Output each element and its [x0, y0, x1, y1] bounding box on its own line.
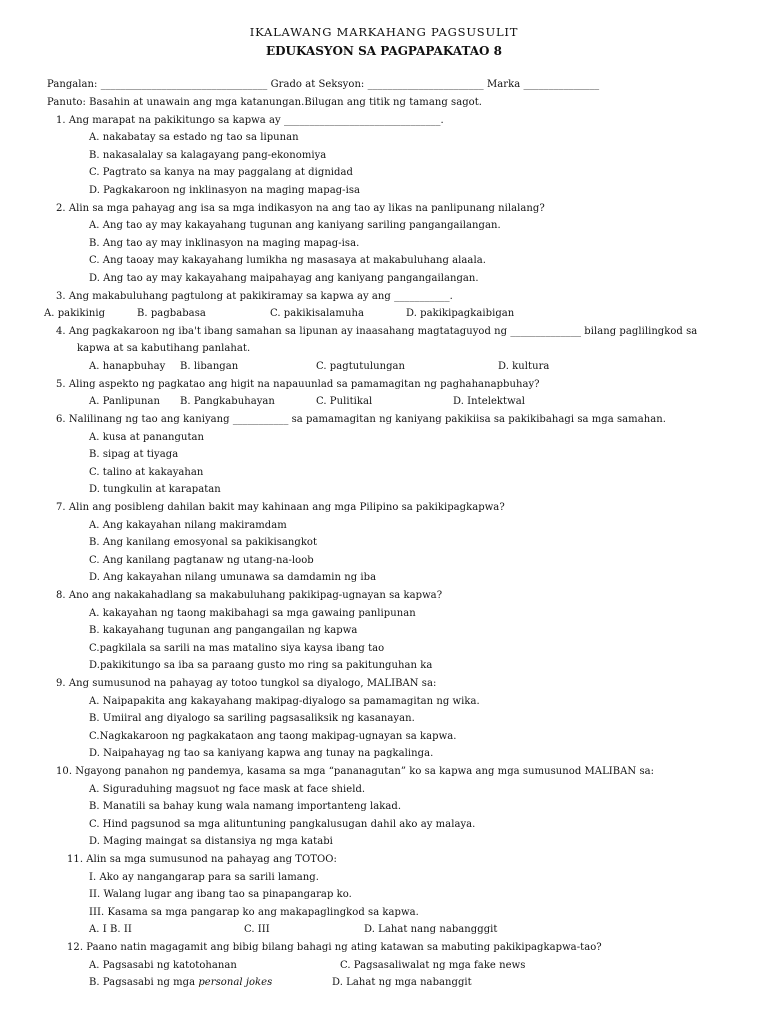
q2-option-b[interactable]: B. Ang tao ay may inklinasyon na maging mapag-isa.: [89, 238, 360, 249]
question-11: 11. Alin sa mga sumusunod na pahayag ang TOTOO:: [67, 854, 337, 865]
q7-option-c[interactable]: C. Ang kanilang pagtanaw ng utang-na-loob: [89, 555, 314, 566]
q12-option-b[interactable]: [89, 976, 272, 989]
q3-option-c[interactable]: C. pakikisalamuha: [270, 308, 364, 319]
question-2: 2. Alin sa mga pahayag ang isa sa mga indikasyon na ang tao ay likas na panlipunang nilalang?: [56, 203, 545, 214]
q1-option-d[interactable]: D. Pagkakaroon ng inklinasyon na maging mapag-isa: [89, 185, 361, 196]
q4-option-a[interactable]: A. hanapbuhay: [89, 361, 166, 372]
q8-option-a[interactable]: A. kakayahan ng taong makibahagi sa mga gawaing panlipunan: [89, 608, 416, 619]
q1-option-a[interactable]: A. nakabatay sa estado ng tao sa lipunan: [89, 132, 299, 143]
q1-option-c[interactable]: C. Pagtrato sa kanya na may paggalang at dignidad: [89, 167, 353, 178]
q10-option-a[interactable]: A. Siguraduhing magsuot ng face mask at face shield.: [89, 784, 366, 795]
q6-option-c[interactable]: C. talino at kakayahan: [89, 467, 204, 478]
q5-option-b[interactable]: B. Pangkabuhayan: [180, 396, 275, 407]
q9-option-a[interactable]: A. Naipapakita ang kakayahang makipag-diyalogo sa pamamagitan ng wika.: [89, 696, 480, 707]
instructions: Panuto: Basahin at unawain ang mga katanungan.Bilugan ang titik ng tamang sagot.: [47, 97, 483, 108]
q1-option-b[interactable]: B. nakasalalay sa kalagayang pang-ekonomiya: [89, 150, 327, 161]
q12-option-a[interactable]: A. Pagsasabi ng katotohanan: [89, 960, 237, 971]
question-6: 6. Nalilinang ng tao ang kaniyang ___________ sa pamamagitan ng kaniyang pakikiisa sa pakikibahagi sa mga samahan.: [56, 414, 666, 425]
q11-option-ab[interactable]: A. I B. II: [89, 924, 132, 935]
q11-statement-i: I. Ako ay nangangarap para sa sarili lamang.: [89, 872, 319, 883]
q7-option-a[interactable]: A. Ang kakayahan nilang makiramdam: [89, 520, 287, 531]
q10-option-d[interactable]: D. Maging maingat sa distansiya ng mga katabi: [89, 836, 333, 847]
question-9: 9. Ang sumusunod na pahayag ay totoo tungkol sa diyalogo, MALIBAN sa:: [56, 678, 437, 689]
question-3: 3. Ang makabuluhang pagtulong at pakikiramay sa kapwa ay ang ___________.: [56, 291, 453, 302]
q7-option-d[interactable]: D. Ang kakayahan nilang umunawa sa damdamin ng iba: [89, 572, 377, 583]
q9-option-b[interactable]: B. Umiiral ang diyalogo sa sariling pagsasaliksik ng kasanayan.: [89, 713, 415, 724]
question-4: 4. Ang pagkakaroon ng iba't ibang samahan sa lipunan ay inaasahang magtataguyod ng ______________ bilang paglilingkod sa: [56, 326, 698, 337]
q2-option-d[interactable]: D. Ang tao ay may kakayahang maipahayag ang kaniyang pangangailangan.: [89, 273, 479, 284]
q4-option-c[interactable]: C. pagtutulungan: [316, 361, 406, 372]
q10-option-b[interactable]: B. Manatili sa bahay kung wala namang importanteng lakad.: [89, 801, 402, 812]
exam-title: IKALAWANG MARKAHANG PAGSUSULIT: [249, 25, 519, 39]
q11-statement-iii: III. Kasama sa mga pangarap ko ang makapaglingkod sa kapwa.: [89, 907, 419, 918]
question-12: 12. Paano natin magagamit ang bibig bilang bahagi ng ating katawan sa mabuting pakikipagkapwa-tao?: [67, 942, 602, 953]
q12-option-d[interactable]: D. Lahat ng mga nabanggit: [332, 977, 472, 988]
q9-option-d[interactable]: D. Naipahayag ng tao sa kaniyang kapwa ang tunay na pagkalinga.: [89, 748, 434, 759]
q3-option-a[interactable]: A. pakikinig: [44, 308, 106, 319]
q2-option-a[interactable]: A. Ang tao ay may kakayahang tugunan ang kaniyang sariling pangangailangan.: [89, 220, 501, 231]
info-line: Pangalan: _________________________________ Grado at Seksyon: _______________________ Marka _______________: [47, 79, 600, 90]
q3-option-b[interactable]: B. pagbabasa: [137, 308, 206, 319]
q5-option-d[interactable]: D. Intelektwal: [453, 396, 525, 407]
question-10: 10. Ngayong panahon ng pandemya, kasama sa mga “pananagutan” ko sa kapwa ang mga sumusunod MALIBAN sa:: [56, 766, 655, 777]
q10-option-c[interactable]: C. Hind pagsunod sa mga alituntuning pangkalusugan dahil ako ay malaya.: [89, 819, 476, 830]
q11-statement-ii: II. Walang lugar ang ibang tao sa pinapangarap ko.: [89, 889, 352, 900]
q6-option-b[interactable]: B. sipag at tiyaga: [89, 449, 179, 460]
q6-option-a[interactable]: A. kusa at panangutan: [89, 432, 205, 443]
question-1: 1. Ang marapat na pakikitungo sa kapwa ay _______________________________.: [56, 115, 444, 126]
subject-title: EDUKASYON SA PAGPAPAKATAO 8: [265, 44, 503, 58]
q8-option-b[interactable]: B. kakayahang tugunan ang pangangailan ng kapwa: [89, 625, 358, 636]
question-8: 8. Ano ang nakakahadlang sa makabuluhang pakikipag-ugnayan sa kapwa?: [56, 590, 443, 601]
q9-option-c[interactable]: C.Nagkakaroon ng pagkakataon ang taong makipag-ugnayan sa kapwa.: [89, 731, 457, 742]
q4-option-b[interactable]: B. libangan: [180, 361, 239, 372]
q4-option-d[interactable]: D. kultura: [498, 361, 550, 372]
q3-option-d[interactable]: D. pakikipagkaibigan: [406, 308, 515, 319]
question-4-cont: kapwa at sa kabutihang panlahat.: [77, 343, 251, 354]
q8-option-d[interactable]: D.pakikitungo sa iba sa paraang gusto mo ring sa pakitunguhan ka: [89, 660, 433, 671]
q7-option-b[interactable]: B. Ang kanilang emosyonal sa pakikisangkot: [89, 537, 318, 548]
q6-option-d[interactable]: D. tungkulin at karapatan: [89, 484, 221, 495]
q5-option-c[interactable]: C. Pulitikal: [316, 396, 373, 407]
q12-option-c[interactable]: C. Pagsasaliwalat ng mga fake news: [340, 960, 526, 971]
q8-option-c[interactable]: C.pagkilala sa sarili na mas matalino siya kaysa ibang tao: [89, 643, 385, 654]
q5-option-a[interactable]: A. Panlipunan: [89, 396, 160, 407]
q11-option-d[interactable]: D. Lahat nang nabangggit: [364, 924, 498, 935]
q2-option-c[interactable]: C. Ang taoay may kakayahang lumikha ng masasaya at makabuluhang alaala.: [89, 255, 486, 266]
q11-option-c[interactable]: C. III: [244, 924, 270, 935]
q12-option-b-text: B. Pagsasabi ng mga: [89, 977, 199, 988]
question-7: 7. Alin ang posibleng dahilan bakit may kahinaan ang mga Pilipino sa pakikipagkapwa?: [56, 502, 505, 513]
question-5: 5. Aling aspekto ng pagkatao ang higit na napauunlad sa pamamagitan ng paghahanapbuhay?: [56, 379, 540, 390]
q12-option-b-italic: personal jokes: [198, 977, 273, 988]
